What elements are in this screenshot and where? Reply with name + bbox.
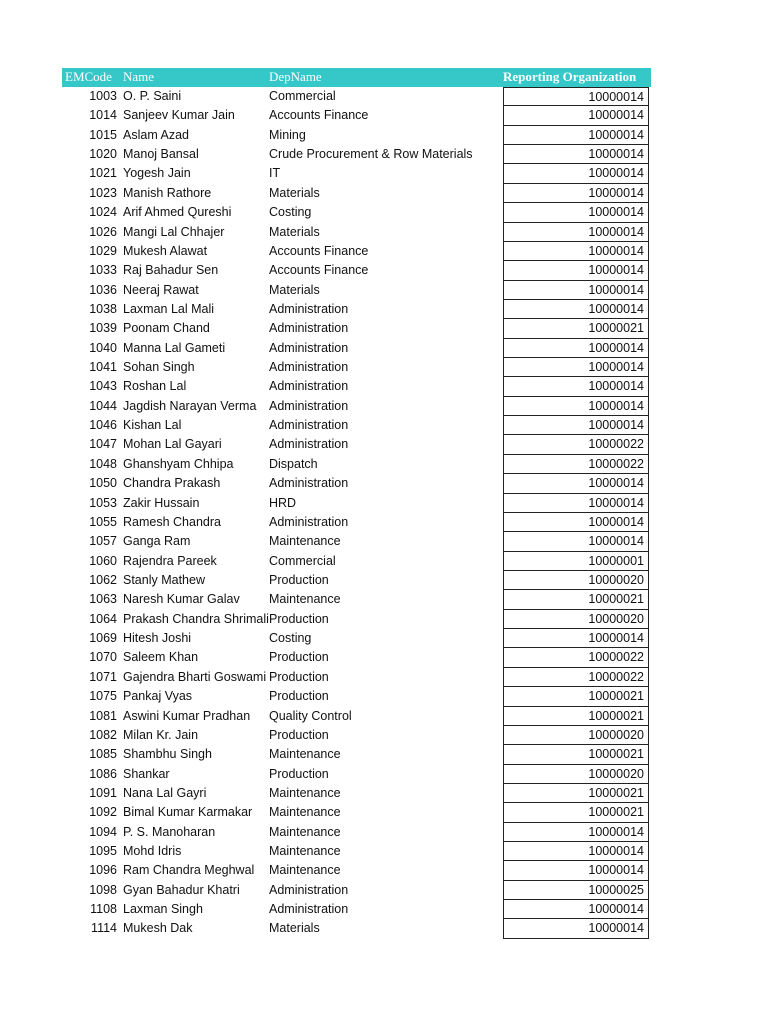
cell-name: Kishan Lal (123, 418, 182, 433)
cell-name: Manoj Bansal (123, 147, 199, 162)
cell-depname: Maintenance (269, 534, 341, 549)
cell-name: Rajendra Pareek (123, 553, 217, 568)
cell-reporting-organization-value: 10000021 (588, 805, 644, 820)
cell-reporting-organization-value: 10000020 (588, 766, 644, 781)
table-row (62, 900, 651, 919)
table-header (62, 68, 651, 87)
cell-reporting-organization (503, 281, 649, 300)
cell-emcode: 1053 (89, 495, 117, 510)
table-row (62, 397, 651, 416)
cell-reporting-organization (503, 339, 649, 358)
cell-name: Gyan Bahadur Khatri (123, 882, 240, 897)
cell-name: Gajendra Bharti Goswami (123, 669, 267, 684)
cell-reporting-organization-value: 10000014 (588, 379, 644, 394)
cell-reporting-organization-value: 10000014 (588, 243, 644, 258)
cell-name: Prakash Chandra Shrimali (123, 611, 269, 626)
table-row (62, 300, 651, 319)
cell-reporting-organization (503, 261, 649, 280)
table-row (62, 281, 651, 300)
cell-reporting-organization (503, 900, 649, 919)
table-row (62, 203, 651, 222)
cell-reporting-organization (503, 765, 649, 784)
cell-reporting-organization-value: 10000014 (588, 514, 644, 529)
cell-reporting-organization (503, 571, 649, 590)
cell-reporting-organization-value: 10000014 (588, 418, 644, 433)
cell-reporting-organization-value: 10000021 (588, 708, 644, 723)
cell-name: Roshan Lal (123, 379, 187, 394)
cell-emcode: 1092 (89, 805, 117, 820)
cell-reporting-organization (503, 184, 649, 203)
cell-reporting-organization-value: 10000001 (588, 553, 644, 568)
cell-emcode: 1057 (89, 534, 117, 549)
cell-emcode: 1023 (89, 185, 117, 200)
cell-reporting-organization-value: 10000022 (588, 650, 644, 665)
table-row (62, 765, 651, 784)
cell-name: Hitesh Joshi (123, 631, 192, 646)
cell-emcode: 1046 (89, 418, 117, 433)
table-row (62, 339, 651, 358)
cell-reporting-organization-value: 10000020 (588, 727, 644, 742)
cell-emcode: 1071 (89, 669, 117, 684)
cell-depname: Maintenance (269, 844, 341, 859)
table-row (62, 842, 651, 861)
cell-reporting-organization-value: 10000014 (588, 398, 644, 413)
cell-depname: IT (269, 166, 281, 181)
cell-reporting-organization-value: 10000014 (588, 360, 644, 375)
cell-reporting-organization-value: 10000021 (588, 747, 644, 762)
cell-reporting-organization (503, 745, 649, 764)
cell-depname: Production (269, 611, 329, 626)
cell-name: Naresh Kumar Galav (123, 592, 240, 607)
cell-depname: Maintenance (269, 785, 341, 800)
cell-emcode: 1063 (89, 592, 117, 607)
cell-name: Chandra Prakash (123, 476, 221, 491)
cell-reporting-organization (503, 416, 649, 435)
cell-reporting-organization (503, 106, 649, 125)
cell-depname: Administration (269, 418, 349, 433)
cell-depname: Administration (269, 398, 349, 413)
cell-reporting-organization (503, 126, 649, 145)
cell-reporting-organization (503, 803, 649, 822)
cell-name: Nana Lal Gayri (123, 785, 207, 800)
cell-emcode: 1098 (89, 882, 117, 897)
table-row (62, 455, 651, 474)
cell-reporting-organization-value: 10000025 (588, 882, 644, 897)
cell-reporting-organization-value: 10000014 (588, 205, 644, 220)
table-row (62, 707, 651, 726)
table-row (62, 513, 651, 532)
table-row (62, 87, 651, 106)
cell-name: Zakir Hussain (123, 495, 200, 510)
cell-depname: Maintenance (269, 824, 341, 839)
cell-reporting-organization (503, 474, 649, 493)
cell-reporting-organization (503, 242, 649, 261)
table-row (62, 629, 651, 648)
cell-reporting-organization (503, 223, 649, 242)
table-row (62, 377, 651, 396)
header-reporting-organization: Reporting Organization (503, 69, 651, 85)
table-row (62, 474, 651, 493)
cell-name: Raj Bahadur Sen (123, 263, 219, 278)
cell-name: Stanly Mathew (123, 572, 205, 587)
cell-name: Shankar (123, 766, 170, 781)
cell-emcode: 1064 (89, 611, 117, 626)
cell-depname: Administration (269, 882, 349, 897)
cell-depname: Materials (269, 921, 320, 936)
cell-depname: Accounts Finance (269, 243, 369, 258)
header-emcode: EMCode (65, 69, 112, 84)
cell-reporting-organization (503, 842, 649, 861)
cell-depname: Commercial (269, 89, 336, 103)
table-row (62, 648, 651, 667)
cell-emcode: 1026 (89, 224, 117, 239)
cell-name: Neeraj Rawat (123, 282, 199, 297)
table-row (62, 532, 651, 551)
cell-name: Ram Chandra Meghwal (123, 863, 255, 878)
table-row (62, 184, 651, 203)
cell-emcode: 1015 (89, 127, 117, 142)
cell-depname: Administration (269, 476, 349, 491)
cell-reporting-organization-value: 10000014 (588, 185, 644, 200)
cell-reporting-organization-value: 10000014 (588, 863, 644, 878)
cell-reporting-organization-value: 10000022 (588, 669, 644, 684)
table-row (62, 358, 651, 377)
table-row (62, 590, 651, 609)
cell-name: Manish Rathore (123, 185, 212, 200)
cell-depname: Administration (269, 437, 349, 452)
cell-depname: Accounts Finance (269, 263, 369, 278)
cell-reporting-organization-value: 10000021 (588, 689, 644, 704)
cell-reporting-organization (503, 532, 649, 551)
table-row (62, 861, 651, 880)
cell-name: Ghanshyam Chhipa (123, 456, 234, 471)
cell-name: Laxman Lal Mali (123, 301, 215, 316)
cell-reporting-organization-value: 10000014 (588, 108, 644, 123)
cell-name: P. S. Manoharan (123, 824, 216, 839)
cell-name: Pankaj Vyas (123, 689, 193, 704)
table-body (62, 87, 651, 939)
cell-depname: Costing (269, 205, 312, 220)
cell-name: Sanjeev Kumar Jain (123, 108, 235, 123)
cell-emcode: 1014 (89, 108, 117, 123)
cell-name: Saleem Khan (123, 650, 199, 665)
cell-emcode: 1048 (89, 456, 117, 471)
cell-name: Poonam Chand (123, 321, 210, 336)
cell-name: Milan Kr. Jain (123, 727, 199, 742)
cell-name: Mohan Lal Gayari (123, 437, 222, 452)
cell-reporting-organization (503, 377, 649, 396)
cell-emcode: 1085 (89, 747, 117, 762)
cell-emcode: 1029 (89, 243, 117, 258)
cell-depname: Maintenance (269, 805, 341, 820)
table-row (62, 687, 651, 706)
cell-name: Mohd Idris (123, 844, 182, 859)
cell-name: Mukesh Alawat (123, 243, 208, 258)
cell-emcode: 1055 (89, 514, 117, 529)
cell-emcode: 1021 (89, 166, 117, 181)
cell-depname: HRD (269, 495, 297, 510)
cell-reporting-organization-value: 10000014 (588, 90, 644, 104)
cell-reporting-organization (503, 707, 649, 726)
header-name: Name (123, 69, 155, 84)
cell-emcode: 1043 (89, 379, 117, 394)
cell-name: Mukesh Dak (123, 921, 193, 936)
cell-reporting-organization-value: 10000014 (588, 340, 644, 355)
cell-depname: Production (269, 650, 329, 665)
table-row (62, 164, 651, 183)
cell-emcode: 1047 (89, 437, 117, 452)
cell-emcode: 1091 (89, 785, 117, 800)
cell-reporting-organization-value: 10000014 (588, 476, 644, 491)
table-row (62, 435, 651, 454)
cell-depname: Administration (269, 360, 349, 375)
cell-reporting-organization (503, 87, 649, 106)
table-row (62, 416, 651, 435)
cell-depname: Maintenance (269, 592, 341, 607)
cell-reporting-organization (503, 590, 649, 609)
table-row (62, 126, 651, 145)
table-row (62, 106, 651, 125)
cell-reporting-organization (503, 784, 649, 803)
table-row (62, 881, 651, 900)
cell-emcode: 1060 (89, 553, 117, 568)
cell-depname: Dispatch (269, 456, 318, 471)
employee-table (62, 68, 651, 939)
cell-reporting-organization (503, 455, 649, 474)
cell-emcode: 1038 (89, 301, 117, 316)
cell-emcode: 1108 (90, 902, 117, 917)
cell-reporting-organization-value: 10000014 (588, 301, 644, 316)
cell-depname: Materials (269, 224, 320, 239)
cell-depname: Crude Procurement & Row Materials (269, 147, 473, 162)
cell-reporting-organization-value: 10000020 (588, 572, 644, 587)
cell-depname: Materials (269, 185, 320, 200)
cell-reporting-organization-value: 10000014 (588, 495, 644, 510)
header-depname: DepName (269, 69, 322, 84)
cell-emcode: 1033 (89, 263, 117, 278)
cell-reporting-organization-value: 10000014 (588, 263, 644, 278)
cell-depname: Administration (269, 902, 349, 917)
cell-reporting-organization (503, 300, 649, 319)
cell-name: Manna Lal Gameti (123, 340, 226, 355)
cell-depname: Maintenance (269, 863, 341, 878)
cell-reporting-organization-value: 10000014 (588, 166, 644, 181)
cell-depname: Production (269, 766, 329, 781)
cell-name: Jagdish Narayan Verma (123, 398, 257, 413)
table-row (62, 242, 651, 261)
cell-reporting-organization (503, 823, 649, 842)
cell-name: Sohan Singh (123, 360, 195, 375)
cell-emcode: 1069 (89, 631, 117, 646)
cell-depname: Production (269, 727, 329, 742)
cell-depname: Maintenance (269, 747, 341, 762)
cell-emcode: 1086 (89, 766, 117, 781)
cell-reporting-organization (503, 552, 649, 571)
cell-emcode: 1062 (89, 572, 117, 587)
cell-depname: Commercial (269, 553, 336, 568)
table-row (62, 145, 651, 164)
cell-reporting-organization-value: 10000021 (588, 321, 644, 336)
cell-reporting-organization (503, 726, 649, 745)
cell-emcode: 1041 (89, 360, 117, 375)
table-row (62, 784, 651, 803)
cell-emcode: 1003 (89, 89, 117, 103)
cell-depname: Administration (269, 379, 349, 394)
cell-reporting-organization (503, 397, 649, 416)
cell-depname: Materials (269, 282, 320, 297)
cell-reporting-organization-value: 10000021 (588, 592, 644, 607)
table-row (62, 745, 651, 764)
cell-emcode: 1094 (89, 824, 117, 839)
cell-reporting-organization (503, 610, 649, 629)
cell-name: Mangi Lal Chhajer (123, 224, 225, 239)
cell-reporting-organization (503, 203, 649, 222)
cell-emcode: 1114 (91, 921, 117, 936)
cell-emcode: 1095 (89, 844, 117, 859)
cell-reporting-organization-value: 10000014 (588, 902, 644, 917)
cell-reporting-organization-value: 10000020 (588, 611, 644, 626)
cell-emcode: 1050 (89, 476, 117, 491)
cell-reporting-organization (503, 164, 649, 183)
table-row (62, 726, 651, 745)
cell-reporting-organization-value: 10000014 (588, 127, 644, 142)
cell-reporting-organization (503, 648, 649, 667)
cell-name: Aslam Azad (123, 127, 190, 142)
cell-depname: Costing (269, 631, 312, 646)
cell-reporting-organization (503, 145, 649, 164)
cell-name: Shambhu Singh (123, 747, 212, 762)
table-row (62, 319, 651, 338)
cell-emcode: 1081 (89, 708, 117, 723)
cell-emcode: 1024 (89, 205, 117, 220)
cell-name: Yogesh Jain (123, 166, 191, 181)
cell-depname: Mining (269, 127, 306, 142)
cell-reporting-organization (503, 881, 649, 900)
cell-emcode: 1020 (89, 147, 117, 162)
cell-emcode: 1070 (89, 650, 117, 665)
table-row (62, 223, 651, 242)
cell-depname: Administration (269, 321, 349, 336)
cell-name: Laxman Singh (123, 902, 203, 917)
cell-depname: Accounts Finance (269, 108, 369, 123)
cell-emcode: 1036 (89, 282, 117, 297)
cell-name: O. P. Saini (123, 89, 182, 103)
cell-reporting-organization-value: 10000014 (588, 282, 644, 297)
cell-reporting-organization (503, 687, 649, 706)
table-row (62, 610, 651, 629)
cell-reporting-organization (503, 358, 649, 377)
cell-depname: Administration (269, 514, 349, 529)
table-row (62, 803, 651, 822)
cell-emcode: 1082 (89, 727, 117, 742)
table-row (62, 823, 651, 842)
cell-emcode: 1096 (89, 863, 117, 878)
cell-reporting-organization (503, 861, 649, 880)
table-row (62, 552, 651, 571)
cell-reporting-organization-value: 10000014 (588, 844, 644, 859)
cell-reporting-organization (503, 494, 649, 513)
cell-emcode: 1039 (89, 321, 117, 336)
cell-name: Arif Ahmed Qureshi (123, 205, 232, 220)
cell-emcode: 1075 (89, 689, 117, 704)
cell-reporting-organization (503, 435, 649, 454)
cell-reporting-organization (503, 319, 649, 338)
cell-emcode: 1040 (89, 340, 117, 355)
cell-depname: Production (269, 689, 329, 704)
cell-depname: Production (269, 572, 329, 587)
table-row (62, 919, 651, 938)
cell-reporting-organization-value: 10000014 (588, 147, 644, 162)
cell-depname: Administration (269, 340, 349, 355)
cell-name: Ramesh Chandra (123, 514, 221, 529)
cell-emcode: 1044 (89, 398, 117, 413)
cell-reporting-organization-value: 10000014 (588, 631, 644, 646)
cell-depname: Quality Control (269, 708, 352, 723)
cell-reporting-organization-value: 10000014 (588, 224, 644, 239)
cell-reporting-organization-value: 10000022 (588, 437, 644, 452)
cell-reporting-organization-value: 10000014 (588, 824, 644, 839)
cell-reporting-organization (503, 919, 649, 938)
cell-reporting-organization-value: 10000014 (588, 921, 644, 936)
table-row (62, 571, 651, 590)
cell-reporting-organization (503, 668, 649, 687)
table-row (62, 494, 651, 513)
cell-depname: Administration (269, 301, 349, 316)
cell-reporting-organization-value: 10000014 (588, 534, 644, 549)
cell-reporting-organization-value: 10000022 (588, 456, 644, 471)
cell-reporting-organization-value: 10000021 (588, 785, 644, 800)
cell-name: Bimal Kumar Karmakar (123, 805, 253, 820)
cell-reporting-organization (503, 629, 649, 648)
table-row (62, 261, 651, 280)
cell-name: Aswini Kumar Pradhan (123, 708, 251, 723)
cell-name: Ganga Ram (123, 534, 191, 549)
cell-depname: Production (269, 669, 329, 684)
cell-reporting-organization (503, 513, 649, 532)
table-row (62, 668, 651, 687)
